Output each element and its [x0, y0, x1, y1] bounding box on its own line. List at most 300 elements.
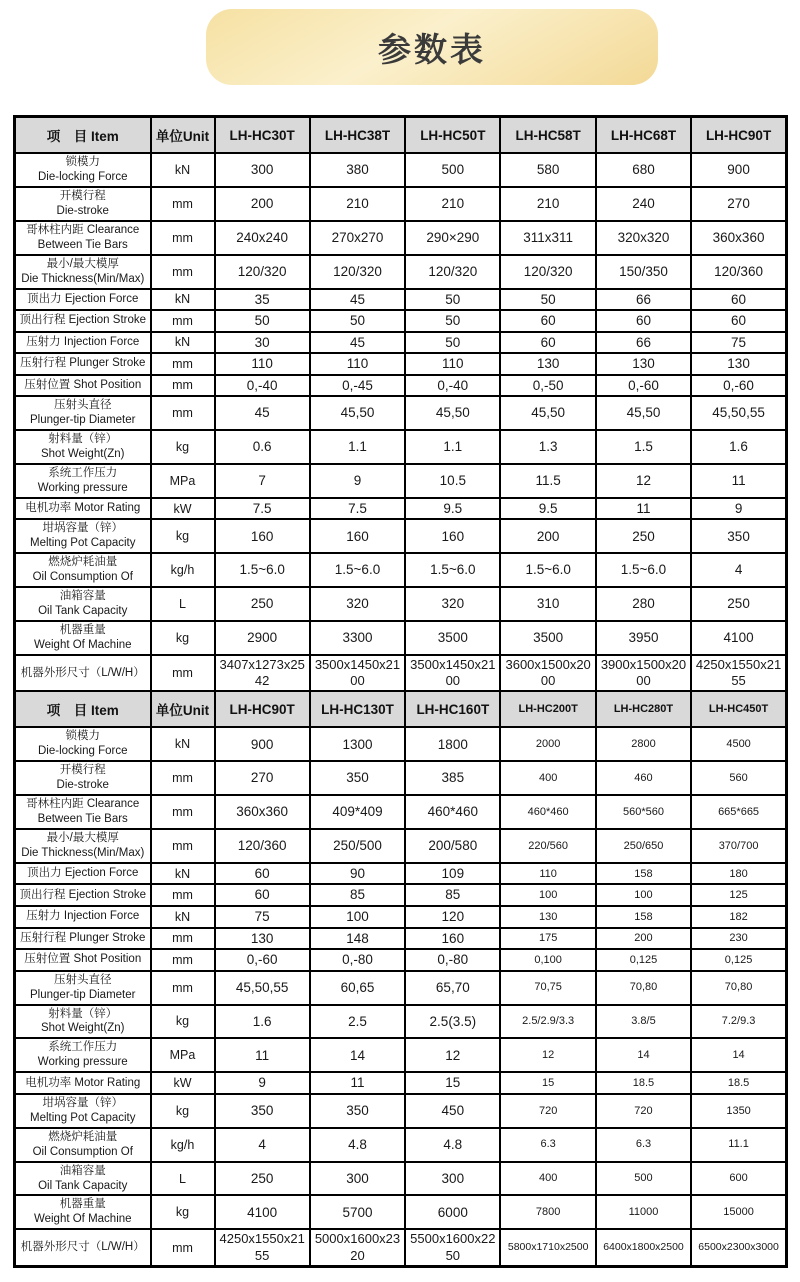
value-cell: 11	[691, 464, 786, 498]
value-cell: 400	[500, 1162, 595, 1196]
model-column-header: LH-HC50T	[405, 117, 500, 154]
unit-column-header: 单位Unit	[151, 117, 215, 154]
value-cell: 11000	[596, 1195, 691, 1229]
model-column-header: LH-HC90T	[691, 117, 786, 154]
value-cell: 320	[310, 587, 405, 621]
value-cell: 460*460	[500, 795, 595, 829]
unit-cell: kN	[151, 289, 215, 311]
value-cell: 45,50,55	[691, 396, 786, 430]
value-cell: 3500x1450x2100	[310, 655, 405, 692]
table-row	[15, 255, 787, 289]
value-cell: 385	[405, 761, 500, 795]
value-cell: 45	[310, 332, 405, 354]
row-label-line: Shot Weight(Zn)	[40, 1022, 125, 1035]
value-cell: 0,125	[691, 949, 786, 971]
unit-column-header: 单位Unit	[151, 691, 215, 727]
unit-cell: mm	[151, 353, 215, 375]
item-column-header: 项 目 Item	[15, 691, 151, 727]
value-cell: 2900	[215, 621, 310, 655]
value-cell: 50	[310, 310, 405, 332]
row-label	[15, 971, 151, 1005]
value-cell: 6000	[405, 1195, 500, 1229]
row-label-line: 压射力 Injection Force	[26, 335, 140, 348]
value-cell: 14	[596, 1038, 691, 1072]
model-column-header: LH-HC280T	[596, 691, 691, 727]
row-label	[15, 430, 151, 464]
value-cell: 90	[310, 863, 405, 885]
row-label-line: 电机功率 Motor Rating	[25, 502, 141, 515]
row-label-line: 系统工作压力	[48, 1041, 118, 1054]
parameters-table-body	[15, 117, 787, 1267]
unit-cell: MPa	[151, 464, 215, 498]
row-label	[15, 289, 151, 311]
row-label-line: Die-locking Force	[38, 745, 128, 758]
value-cell: 45,50	[405, 396, 500, 430]
table-row	[15, 498, 787, 520]
value-cell: 200	[215, 187, 310, 221]
row-label	[15, 1162, 151, 1196]
row-label	[15, 884, 151, 906]
row-label	[15, 829, 151, 863]
value-cell: 66	[596, 332, 691, 354]
table-row	[15, 863, 787, 885]
value-cell: 1350	[691, 1094, 786, 1128]
value-cell: 14	[310, 1038, 405, 1072]
row-label-line: 射料量（锌）	[48, 433, 118, 446]
value-cell: 270	[215, 761, 310, 795]
value-cell: 175	[500, 928, 595, 950]
value-cell: 290×290	[405, 221, 500, 255]
row-label-line: 机器重量	[59, 1198, 106, 1211]
model-column-header: LH-HC90T	[215, 691, 310, 727]
value-cell: 11	[596, 498, 691, 520]
value-cell: 320	[405, 587, 500, 621]
table-row	[15, 153, 787, 187]
item-column-header: 项 目 Item	[15, 117, 151, 154]
value-cell: 10.5	[405, 464, 500, 498]
value-cell: 65,70	[405, 971, 500, 1005]
row-label-line: Shot Weight(Zn)	[40, 448, 125, 461]
value-cell: 100	[596, 884, 691, 906]
value-cell: 6500x2300x3000	[691, 1229, 786, 1266]
value-cell: 182	[691, 906, 786, 928]
value-cell: 4100	[215, 1195, 310, 1229]
value-cell: 2.5/2.9/3.3	[500, 1005, 595, 1039]
unit-cell: kN	[151, 332, 215, 354]
row-label-line: 油箱容量	[59, 590, 106, 603]
value-cell: 50	[500, 289, 595, 311]
value-cell: 210	[405, 187, 500, 221]
value-cell: 3900x1500x2000	[596, 655, 691, 692]
value-cell: 2.5	[310, 1005, 405, 1039]
row-label	[15, 153, 151, 187]
value-cell: 60	[691, 289, 786, 311]
row-label-line: Working pressure	[37, 481, 128, 494]
table-row	[15, 1195, 787, 1229]
value-cell: 130	[500, 353, 595, 375]
page-title-banner	[206, 9, 658, 85]
row-label-line: Die Thickness(Min/Max)	[21, 272, 145, 285]
value-cell: 1.5	[596, 430, 691, 464]
row-label	[15, 727, 151, 761]
value-cell: 680	[596, 153, 691, 187]
unit-cell: kg	[151, 1094, 215, 1128]
value-cell: 0,100	[500, 949, 595, 971]
value-cell: 30	[215, 332, 310, 354]
row-label	[15, 353, 151, 375]
value-cell: 1.5~6.0	[596, 553, 691, 587]
value-cell: 60	[215, 863, 310, 885]
unit-cell: L	[151, 1162, 215, 1196]
value-cell: 110	[500, 863, 595, 885]
value-cell: 5700	[310, 1195, 405, 1229]
unit-cell: kg	[151, 1195, 215, 1229]
value-cell: 250	[691, 587, 786, 621]
value-cell: 11.5	[500, 464, 595, 498]
value-cell: 2800	[596, 727, 691, 761]
row-label-line: 最小/最大模厚	[46, 257, 119, 270]
table-row	[15, 1229, 787, 1266]
value-cell: 4250x1550x2155	[215, 1229, 310, 1266]
table-row	[15, 332, 787, 354]
value-cell: 350	[215, 1094, 310, 1128]
value-cell: 160	[405, 519, 500, 553]
value-cell: 50	[405, 332, 500, 354]
value-cell: 0,-60	[691, 375, 786, 397]
row-label-line: 电机功率 Motor Rating	[25, 1076, 141, 1089]
table-row	[15, 464, 787, 498]
row-label-line: Plunger-tip Diameter	[30, 988, 136, 1001]
table-row	[15, 727, 787, 761]
value-cell: 60	[691, 310, 786, 332]
row-label	[15, 310, 151, 332]
row-label	[15, 375, 151, 397]
value-cell: 6400x1800x2500	[596, 1229, 691, 1266]
row-label-line: 射料量（锌）	[48, 1007, 118, 1020]
value-cell: 0,-45	[310, 375, 405, 397]
value-cell: 158	[596, 906, 691, 928]
value-cell: 500	[596, 1162, 691, 1196]
value-cell: 15	[500, 1072, 595, 1094]
value-cell: 60	[500, 332, 595, 354]
row-label	[15, 187, 151, 221]
value-cell: 600	[691, 1162, 786, 1196]
value-cell: 45	[215, 396, 310, 430]
unit-cell: mm	[151, 829, 215, 863]
value-cell: 3407x1273x2542	[215, 655, 310, 692]
value-cell: 60	[500, 310, 595, 332]
table-row	[15, 884, 787, 906]
value-cell: 110	[310, 353, 405, 375]
value-cell: 900	[215, 727, 310, 761]
value-cell: 270	[691, 187, 786, 221]
value-cell: 450	[405, 1094, 500, 1128]
value-cell: 1.1	[405, 430, 500, 464]
row-label	[15, 621, 151, 655]
value-cell: 12	[500, 1038, 595, 1072]
value-cell: 50	[405, 289, 500, 311]
value-cell: 60	[215, 884, 310, 906]
value-cell: 720	[596, 1094, 691, 1128]
value-cell: 3500x1450x2100	[405, 655, 500, 692]
value-cell: 4.8	[310, 1128, 405, 1162]
value-cell: 7.5	[310, 498, 405, 520]
value-cell: 1.5~6.0	[405, 553, 500, 587]
row-label-line: 压射头直径	[54, 973, 112, 986]
value-cell: 66	[596, 289, 691, 311]
value-cell: 370/700	[691, 829, 786, 863]
value-cell: 160	[215, 519, 310, 553]
unit-cell: mm	[151, 795, 215, 829]
unit-cell: kW	[151, 1072, 215, 1094]
row-label-line: Weight Of Machine	[33, 1213, 132, 1226]
value-cell: 60,65	[310, 971, 405, 1005]
value-cell: 500	[405, 153, 500, 187]
row-label-line: 坩埚容量（锌）	[42, 522, 123, 535]
unit-cell: mm	[151, 375, 215, 397]
section-2-header-row	[15, 691, 787, 727]
table-row	[15, 655, 787, 692]
table-row	[15, 1094, 787, 1128]
table-row	[15, 310, 787, 332]
value-cell: 35	[215, 289, 310, 311]
value-cell: 1.3	[500, 430, 595, 464]
row-label-line: 顶出力 Ejection Force	[27, 867, 139, 880]
row-label-line: 开模行程	[59, 189, 106, 202]
unit-cell: mm	[151, 971, 215, 1005]
row-label-line: 哥林柱内距 Clearance	[26, 798, 140, 811]
row-label-line: 顶出力 Ejection Force	[27, 292, 139, 305]
row-label	[15, 655, 151, 692]
value-cell: 350	[310, 761, 405, 795]
row-label-line: Between Tie Bars	[37, 238, 128, 251]
row-label-line: 压射位置 Shot Position	[24, 953, 142, 966]
value-cell: 4250x1550x2155	[691, 655, 786, 692]
value-cell: 900	[691, 153, 786, 187]
value-cell: 9	[215, 1072, 310, 1094]
value-cell: 15	[405, 1072, 500, 1094]
value-cell: 70,75	[500, 971, 595, 1005]
table-row	[15, 761, 787, 795]
unit-cell: kN	[151, 727, 215, 761]
value-cell: 0,-80	[310, 949, 405, 971]
unit-cell: kg/h	[151, 553, 215, 587]
value-cell: 250	[215, 1162, 310, 1196]
value-cell: 75	[691, 332, 786, 354]
row-label-line: Die-stroke	[56, 779, 109, 792]
value-cell: 60	[596, 310, 691, 332]
value-cell: 45,50	[310, 396, 405, 430]
value-cell: 0,-60	[596, 375, 691, 397]
unit-cell: mm	[151, 655, 215, 692]
row-label-line: 压射行程 Plunger Stroke	[20, 357, 146, 370]
value-cell: 9	[691, 498, 786, 520]
unit-cell: mm	[151, 1229, 215, 1266]
value-cell: 1.6	[691, 430, 786, 464]
row-label	[15, 949, 151, 971]
value-cell: 70,80	[596, 971, 691, 1005]
row-label-line: Melting Pot Capacity	[30, 537, 136, 550]
value-cell: 7.2/9.3	[691, 1005, 786, 1039]
value-cell: 560*560	[596, 795, 691, 829]
model-column-header: LH-HC450T	[691, 691, 786, 727]
value-cell: 0,-60	[215, 949, 310, 971]
value-cell: 148	[310, 928, 405, 950]
value-cell: 350	[691, 519, 786, 553]
row-label-line: Die-locking Force	[38, 170, 128, 183]
value-cell: 250/650	[596, 829, 691, 863]
value-cell: 200	[500, 519, 595, 553]
table-row	[15, 971, 787, 1005]
row-label	[15, 761, 151, 795]
row-label-line: 最小/最大模厚	[46, 832, 119, 845]
value-cell: 6.3	[500, 1128, 595, 1162]
row-label	[15, 795, 151, 829]
model-column-header: LH-HC130T	[310, 691, 405, 727]
table-row	[15, 1038, 787, 1072]
value-cell: 160	[405, 928, 500, 950]
value-cell: 14	[691, 1038, 786, 1072]
value-cell: 130	[691, 353, 786, 375]
unit-cell: mm	[151, 928, 215, 950]
value-cell: 5500x1600x2250	[405, 1229, 500, 1266]
unit-cell: kg	[151, 621, 215, 655]
value-cell: 400	[500, 761, 595, 795]
value-cell: 11	[310, 1072, 405, 1094]
row-label-line: 锁模力	[65, 730, 100, 743]
value-cell: 665*665	[691, 795, 786, 829]
value-cell: 300	[310, 1162, 405, 1196]
value-cell: 210	[310, 187, 405, 221]
row-label-line: 机器重量	[59, 624, 106, 637]
unit-cell: mm	[151, 396, 215, 430]
value-cell: 7	[215, 464, 310, 498]
table-row	[15, 430, 787, 464]
row-label-line: Between Tie Bars	[37, 813, 128, 826]
value-cell: 4500	[691, 727, 786, 761]
value-cell: 110	[215, 353, 310, 375]
row-label	[15, 906, 151, 928]
value-cell: 0,-40	[405, 375, 500, 397]
unit-cell: kg	[151, 430, 215, 464]
value-cell: 45	[310, 289, 405, 311]
value-cell: 200/580	[405, 829, 500, 863]
model-column-header: LH-HC58T	[500, 117, 595, 154]
value-cell: 3500	[500, 621, 595, 655]
value-cell: 7.5	[215, 498, 310, 520]
row-label	[15, 1005, 151, 1039]
value-cell: 70,80	[691, 971, 786, 1005]
row-label-line: 顶出行程 Ejection Stroke	[19, 314, 147, 327]
value-cell: 9.5	[405, 498, 500, 520]
row-label	[15, 1038, 151, 1072]
value-cell: 460*460	[405, 795, 500, 829]
value-cell: 3500	[405, 621, 500, 655]
value-cell: 130	[596, 353, 691, 375]
value-cell: 9	[310, 464, 405, 498]
value-cell: 409*409	[310, 795, 405, 829]
row-label	[15, 1195, 151, 1229]
model-column-header: LH-HC68T	[596, 117, 691, 154]
value-cell: 180	[691, 863, 786, 885]
unit-cell: kg/h	[151, 1128, 215, 1162]
value-cell: 18.5	[691, 1072, 786, 1094]
row-label-line: 压射头直径	[54, 399, 112, 412]
value-cell: 1.5~6.0	[500, 553, 595, 587]
value-cell: 11	[215, 1038, 310, 1072]
unit-cell: kW	[151, 498, 215, 520]
table-row	[15, 289, 787, 311]
value-cell: 4	[691, 553, 786, 587]
value-cell: 4.8	[405, 1128, 500, 1162]
table-row	[15, 1162, 787, 1196]
value-cell: 0,-80	[405, 949, 500, 971]
row-label-line: Die Thickness(Min/Max)	[21, 846, 145, 859]
value-cell: 1.6	[215, 1005, 310, 1039]
row-label-line: Oil Tank Capacity	[38, 1179, 128, 1192]
value-cell: 311x311	[500, 221, 595, 255]
unit-cell: kg	[151, 1005, 215, 1039]
value-cell: 45,50,55	[215, 971, 310, 1005]
value-cell: 120/320	[215, 255, 310, 289]
value-cell: 1.5~6.0	[310, 553, 405, 587]
value-cell: 3600x1500x2000	[500, 655, 595, 692]
value-cell: 360x360	[691, 221, 786, 255]
value-cell: 310	[500, 587, 595, 621]
value-cell: 300	[405, 1162, 500, 1196]
value-cell: 158	[596, 863, 691, 885]
unit-cell: mm	[151, 221, 215, 255]
row-label	[15, 1072, 151, 1094]
unit-cell: mm	[151, 884, 215, 906]
value-cell: 460	[596, 761, 691, 795]
table-row	[15, 1005, 787, 1039]
value-cell: 380	[310, 153, 405, 187]
unit-cell: kg	[151, 519, 215, 553]
value-cell: 3300	[310, 621, 405, 655]
table-row	[15, 587, 787, 621]
page-title: 参数表	[378, 30, 486, 68]
value-cell: 5800x1710x2500	[500, 1229, 595, 1266]
value-cell: 2.5(3.5)	[405, 1005, 500, 1039]
row-label-line: 机器外形尺寸（L/W/H）	[20, 1241, 145, 1254]
value-cell: 1300	[310, 727, 405, 761]
value-cell: 200	[596, 928, 691, 950]
row-label	[15, 396, 151, 430]
unit-cell: kN	[151, 863, 215, 885]
value-cell: 120	[405, 906, 500, 928]
table-row	[15, 795, 787, 829]
value-cell: 580	[500, 153, 595, 187]
value-cell: 12	[596, 464, 691, 498]
value-cell: 125	[691, 884, 786, 906]
parameters-table	[13, 115, 788, 1268]
row-label	[15, 519, 151, 553]
row-label-line: Die-stroke	[56, 204, 109, 217]
value-cell: 250	[596, 519, 691, 553]
model-column-header: LH-HC38T	[310, 117, 405, 154]
row-label-line: Oil Consumption Of	[32, 571, 133, 584]
table-row	[15, 906, 787, 928]
value-cell: 109	[405, 863, 500, 885]
value-cell: 1.5~6.0	[215, 553, 310, 587]
value-cell: 220/560	[500, 829, 595, 863]
table-row	[15, 928, 787, 950]
row-label-line: Oil Tank Capacity	[38, 605, 128, 618]
value-cell: 50	[215, 310, 310, 332]
row-label-line: 压射行程 Plunger Stroke	[20, 931, 146, 944]
value-cell: 120/360	[691, 255, 786, 289]
